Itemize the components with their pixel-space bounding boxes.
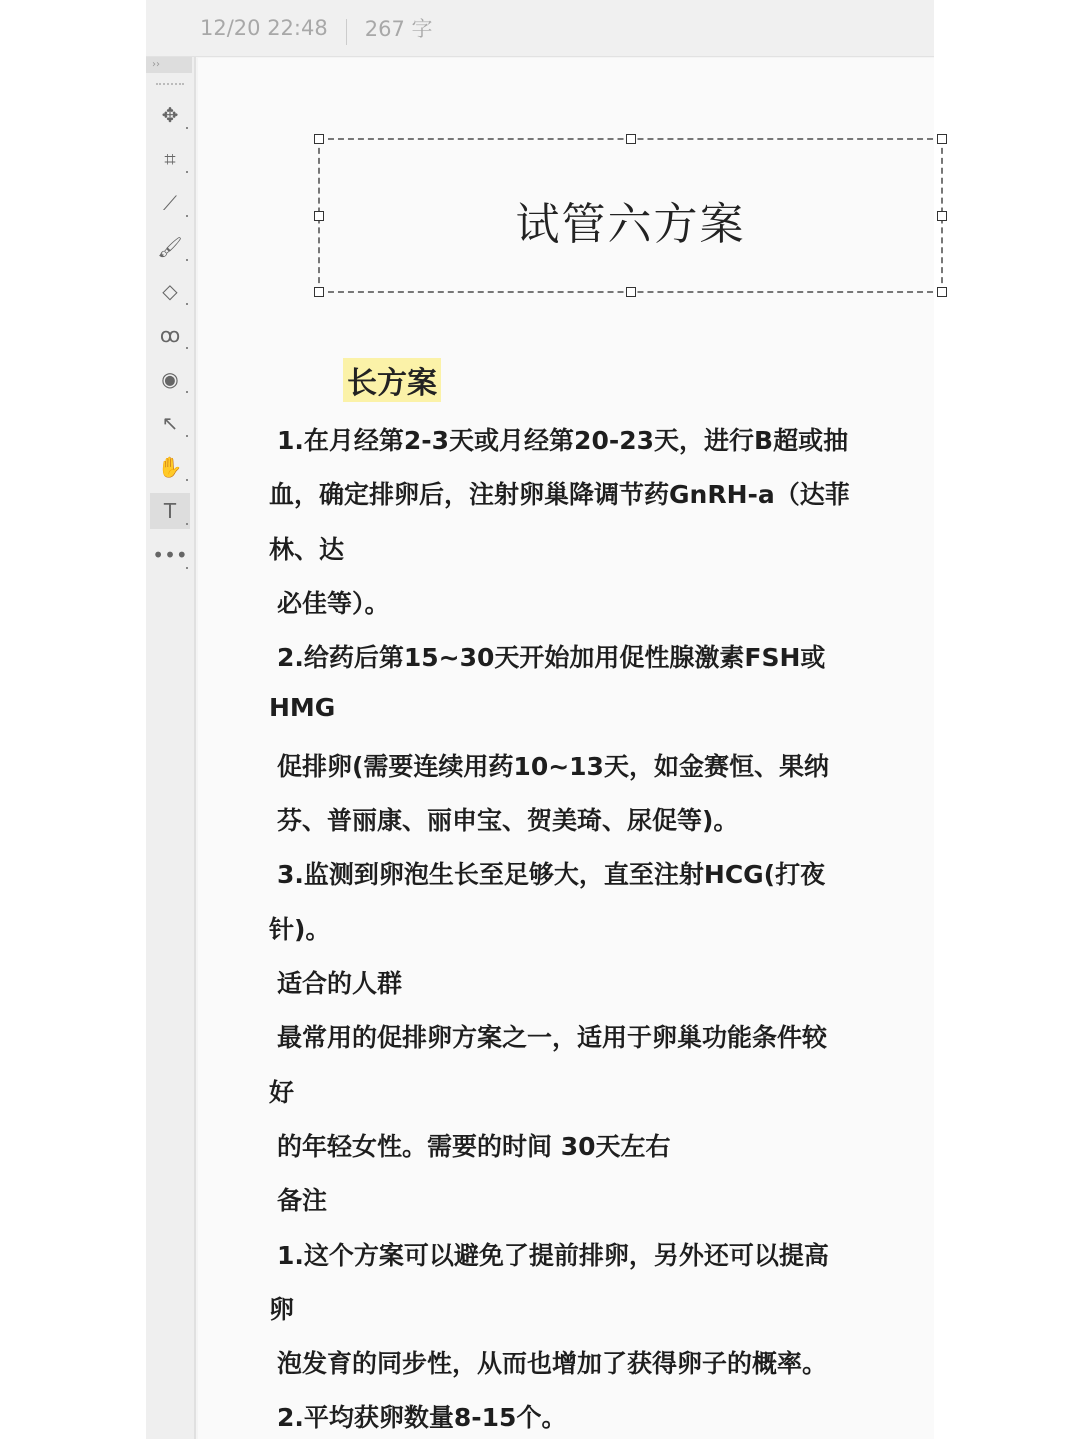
body-text-line: 泡发育的同步性，从而也增加了获得卵子的概率。 [277, 1349, 828, 1379]
lasso-tool-icon[interactable]: ꝏ [150, 317, 190, 353]
body-text-line: 好 [269, 1077, 295, 1107]
eyedropper-tool-icon[interactable]: ⟋ [150, 185, 190, 221]
resize-handle[interactable] [626, 287, 636, 297]
resize-handle[interactable] [314, 134, 324, 144]
divider [346, 19, 347, 45]
resize-handle[interactable] [937, 287, 947, 297]
body-text-line: 最常用的促排卵方案之一，适用于卵巢功能条件较 [277, 1023, 828, 1053]
timestamp: 12/20 22:48 [200, 16, 328, 40]
title-text-box[interactable] [318, 138, 943, 293]
resize-handle[interactable] [937, 134, 947, 144]
drag-grip[interactable] [156, 83, 184, 87]
body-text-line: 1.这个方案可以避免了提前排卵，另外还可以提高 [277, 1240, 829, 1270]
move-tool-icon[interactable]: ✥ [150, 97, 190, 133]
body-text-line: 必佳等）。 [277, 588, 390, 618]
body-text-line: 3.监测到卵泡生长至足够大，直至注射HCG(打夜 [277, 860, 826, 890]
editor-window [146, 0, 934, 1439]
body-text-line: 林、达 [269, 534, 345, 564]
more-tools-icon[interactable]: ••• [150, 537, 190, 573]
body-text-line: 促排卵(需要连续用药10~13天，如金赛恒、果纳 [277, 751, 829, 781]
body-text-line: HMG [269, 692, 336, 722]
eye-tool-icon[interactable]: ◉ [150, 361, 190, 397]
section-heading: 长方案 [343, 358, 441, 402]
hand-tool-icon[interactable]: ✋ [150, 449, 190, 485]
paint-bucket-tool-icon[interactable]: ◇ [150, 273, 190, 309]
body-text-line: 血，确定排卵后，注射卵巢降调节药GnRH-a（达菲 [269, 480, 850, 510]
status-bar [146, 0, 934, 57]
document-canvas[interactable] [198, 58, 934, 1439]
body-text-line: 2.给药后第15~30天开始加用促性腺激素FSH或 [277, 643, 826, 673]
document-title: 试管六方案 [515, 199, 746, 250]
text-tool-icon[interactable]: T [150, 493, 190, 529]
collapse-toolbar-button[interactable]: ›› [146, 57, 192, 73]
word-count: 267 字 [364, 17, 433, 41]
body-text-line: 适合的人群 [277, 969, 403, 998]
body-text-line: 卵 [269, 1294, 295, 1324]
tool-panel [146, 57, 196, 1439]
body-text-line: 1.在月经第2-3天或月经第20-23天，进行B超或抽 [277, 426, 849, 455]
resize-handle[interactable] [626, 134, 636, 144]
body-text-line: 备注 [277, 1186, 328, 1216]
body-text-line: 针)。 [269, 914, 331, 944]
select-arrow-tool-icon[interactable]: ↖ [150, 405, 190, 441]
brush-tool-icon[interactable]: 🖌 [150, 229, 190, 265]
body-text-line: 的年轻女性。需要的时间 30天左右 [277, 1131, 671, 1161]
body-text-line: 2.平均获卵数量8-15个。 [277, 1403, 567, 1433]
crop-tool-icon[interactable]: ⌗ [150, 141, 190, 177]
resize-handle[interactable] [314, 287, 324, 297]
body-text-line: 芬、普丽康、丽申宝、贺美琦、尿促等)。 [277, 806, 739, 836]
